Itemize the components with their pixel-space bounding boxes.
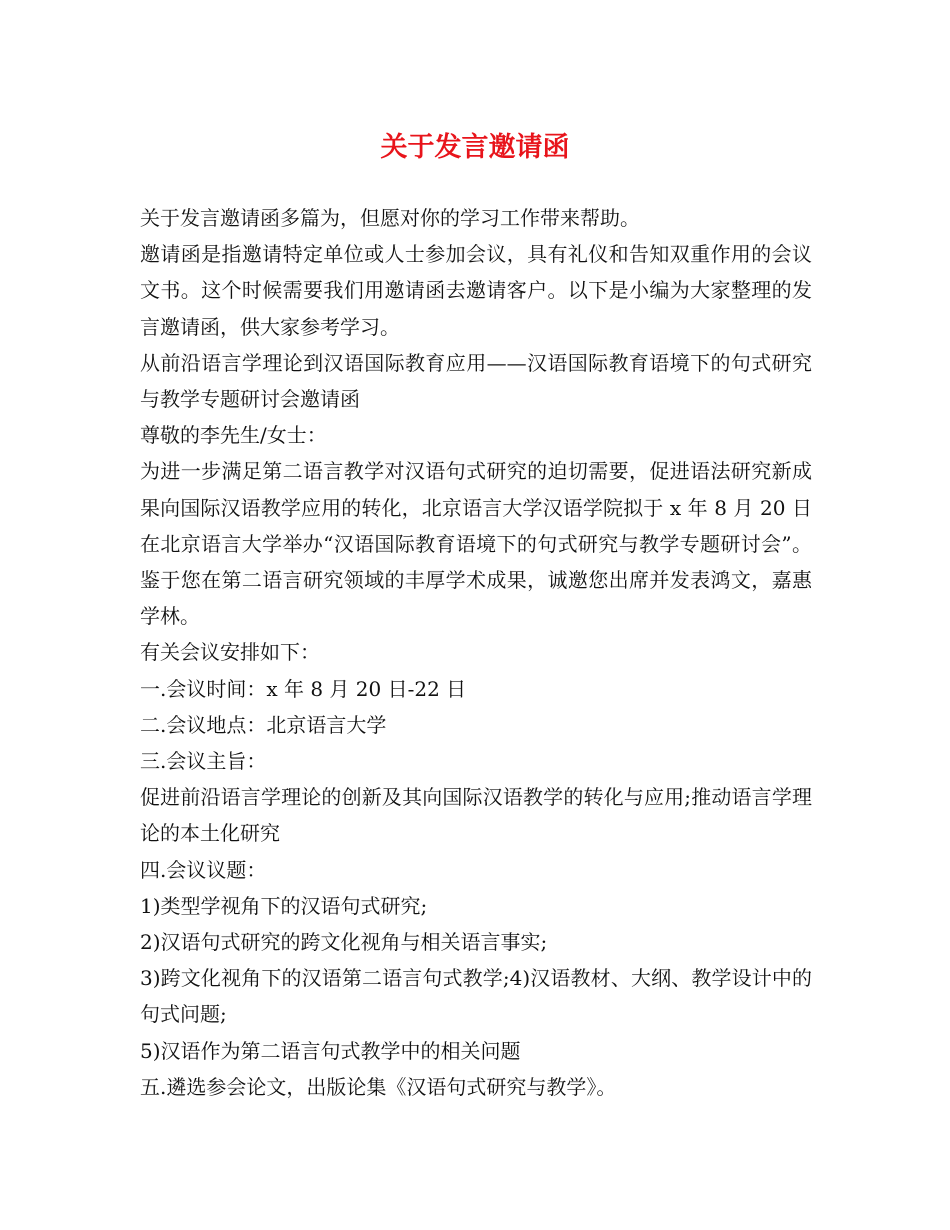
invitation-heading: 从前沿语言学理论到汉语国际教育应用——汉语国际教育语境下的句式研究与教学专题研讨会邀请函 <box>140 350 812 412</box>
meeting-time: 一.会议时间：x 年 8 月 20 日-22 日 <box>140 676 467 701</box>
topic-item: 3)跨文化视角下的汉语第二语言句式教学;4)汉语教材、大纲、教学设计中的句式问题; <box>140 966 812 1027</box>
definition-paragraph: 邀请函是指邀请特定单位或人士参加会议，具有礼仪和告知双重作用的会议文书。这个时候需要我们用邀请函去邀请客户。以下是小编为大家整理的发言邀请函，供大家参考学习。 <box>140 242 812 339</box>
paper-selection: 五.遴选参会论文，出版论集《汉语句式研究与教学》。 <box>140 1074 617 1099</box>
intro-paragraph: 关于发言邀请函多篇为，但愿对你的学习工作带来帮助。 <box>140 206 640 230</box>
document-title: 关于发言邀请函 <box>380 132 570 163</box>
invitation-body: 为进一步满足第二语言教学对汉语句式研究的迫切需要，促进语法研究新成果向国际汉语教学应用的转化，北京语言大学汉语学院拟于 x 年 8 月 20 日在北京语言大学举办“汉语国际教育语境下的句式研究与教学专题研讨会”。鉴于您在第二语言研究领域的丰厚学术成果，诚邀您出席并发表鸿文，嘉惠学林。 <box>140 459 812 629</box>
meeting-theme-heading: 三.会议主旨： <box>140 749 267 774</box>
arrangement-intro: 有关会议安排如下： <box>140 640 320 665</box>
document-body <box>140 200 812 1105</box>
meeting-topics-heading: 四.会议议题： <box>140 857 267 882</box>
topic-item: 1)类型学视角下的汉语句式研究; <box>140 893 428 918</box>
salutation: 尊敬的李先生/女士： <box>140 423 327 448</box>
topic-item: 2)汉语句式研究的跨文化视角与相关语言事实; <box>140 930 548 955</box>
meeting-theme-text: 促进前沿语言学理论的创新及其向国际汉语教学的转化与应用;推动语言学理论的本土化研究 <box>140 785 812 846</box>
topic-item: 5)汉语作为第二语言句式教学中的相关问题 <box>140 1038 521 1063</box>
meeting-location: 二.会议地点：北京语言大学 <box>140 712 387 737</box>
